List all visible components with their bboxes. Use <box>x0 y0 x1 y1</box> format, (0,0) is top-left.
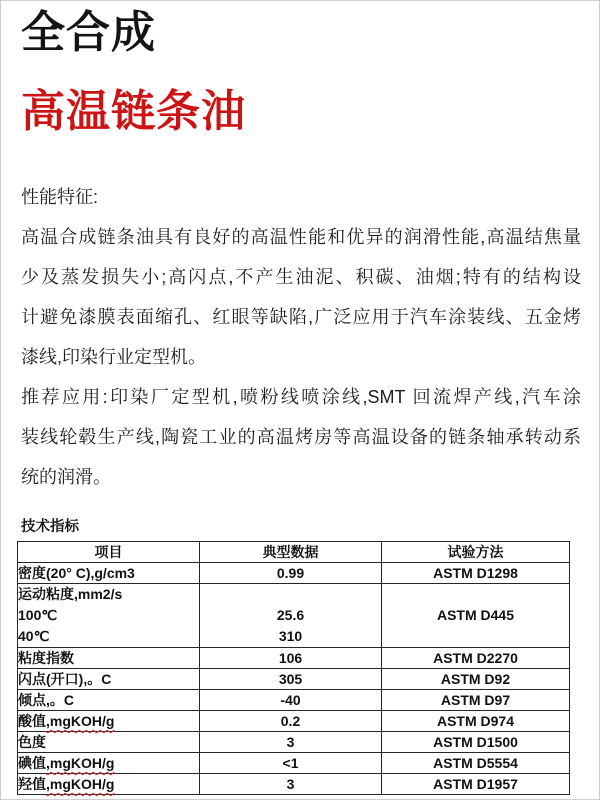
item-text-spellcheck: ,mgKOH/g <box>46 775 115 792</box>
cell-item <box>18 773 200 794</box>
item-text: 羟值 <box>18 775 46 792</box>
table-row-viscosity-index <box>18 647 570 668</box>
viscosity-value-40: 310 <box>278 627 303 644</box>
item-text-spellcheck: ,mgKOH/g <box>46 712 115 729</box>
cell-method: ASTM D5554 <box>382 752 570 773</box>
performance-line: 计避免漆膜表面缩孔、红眼等缺陷,广泛应用于汽车涂装线、五金烤 <box>21 306 581 327</box>
cell-value: -40 <box>200 689 382 710</box>
viscosity-temp-40: 40℃ <box>18 627 50 644</box>
table-row-acid-value <box>18 710 570 731</box>
cell-value <box>200 583 382 647</box>
cell-item: 密度(20° C),g/cm3 <box>18 562 200 583</box>
table-row-pour-point <box>18 689 570 710</box>
cell-item <box>18 583 200 647</box>
application-line: 统的润滑。 <box>21 466 111 487</box>
performance-line: 少及蒸发损失小;高闪点,不产生油泥、积碳、油烟;特有的结构设 <box>21 266 581 287</box>
table-row-iodine-value <box>18 752 570 773</box>
cell-method: ASTM D97 <box>382 689 570 710</box>
cell-method: ASTM D92 <box>382 668 570 689</box>
cell-item: 粘度指数 <box>18 647 200 668</box>
table-row-hydroxyl-value <box>18 773 570 794</box>
cell-value: 0.99 <box>200 562 382 583</box>
table-row-color <box>18 731 570 752</box>
header-typical-data: 典型数据 <box>200 541 382 562</box>
specs-section-label: 技术指标 <box>21 518 79 535</box>
table-row-flash-point <box>18 668 570 689</box>
product-name-title: 高温链条油 <box>21 87 246 137</box>
cell-value: 3 <box>200 731 382 752</box>
application-line: 推荐应用:印染厂定型机,喷粉线喷涂线,SMT 回流焊产线,汽车涂 <box>21 386 581 407</box>
viscosity-value-blank <box>200 584 381 605</box>
viscosity-value-100: 25.6 <box>276 606 305 623</box>
item-text: 酸值 <box>18 712 46 729</box>
header-test-method: 试验方法 <box>382 541 570 562</box>
viscosity-label: 运动粘度,mm2/s <box>18 585 123 602</box>
cell-item: 闪点(开口),。C <box>18 668 200 689</box>
cell-item: 倾点,。C <box>18 689 200 710</box>
performance-line: 漆线,印染行业定型机。 <box>21 346 206 367</box>
body-text <box>21 177 581 497</box>
cell-method: ASTM D2270 <box>382 647 570 668</box>
cell-item: 色度 <box>18 731 200 752</box>
cell-method: ASTM D445 <box>382 583 570 647</box>
specs-table <box>17 541 570 795</box>
cell-method: ASTM D1957 <box>382 773 570 794</box>
cell-value: <1 <box>200 752 382 773</box>
table-header-row <box>18 541 570 562</box>
application-line: 装线轮毂生产线,陶瓷工业的高温烤房等高温设备的链条轴承转动系 <box>21 426 581 447</box>
product-series-title: 全合成 <box>21 8 156 57</box>
item-text-spellcheck: ,mgKOH/g <box>46 754 115 771</box>
viscosity-temp-100: 100℃ <box>18 606 58 623</box>
cell-value: 305 <box>200 668 382 689</box>
header-item: 项目 <box>18 541 200 562</box>
item-text: 碘值 <box>18 754 46 771</box>
cell-method: ASTM D1500 <box>382 731 570 752</box>
table-row-viscosity <box>18 583 570 647</box>
cell-item <box>18 710 200 731</box>
table-row-density <box>18 562 570 583</box>
performance-heading: 性能特征: <box>21 186 99 207</box>
cell-value: 106 <box>200 647 382 668</box>
cell-item <box>18 752 200 773</box>
cell-value: 0.2 <box>200 710 382 731</box>
cell-method: ASTM D1298 <box>382 562 570 583</box>
cell-value: 3 <box>200 773 382 794</box>
cell-method: ASTM D974 <box>382 710 570 731</box>
datasheet-page <box>1 1 599 795</box>
performance-line: 高温合成链条油具有良好的高温性能和优异的润滑性能,高温结焦量 <box>21 226 581 247</box>
